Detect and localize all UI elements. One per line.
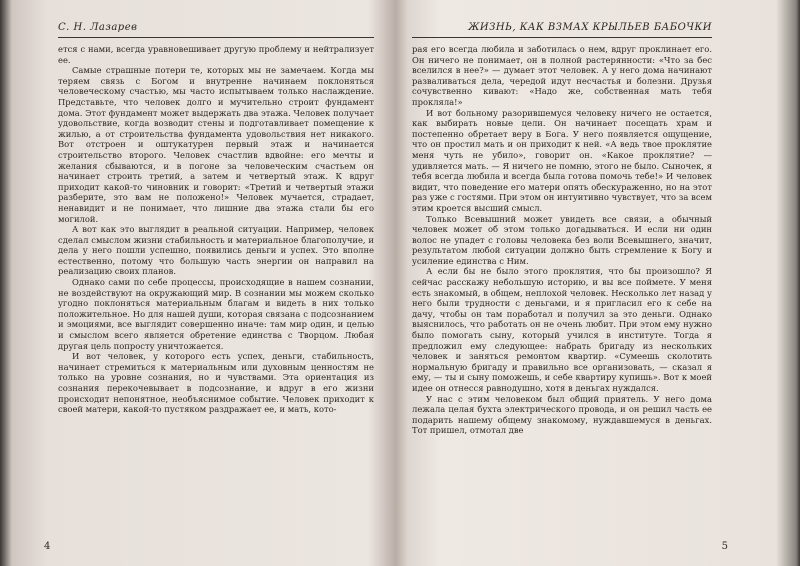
paragraph: И вот человек, у которого есть успех, деньги, стабильность, начинает стремиться к материальным или духовным ценностям не только на уровне сознания, но и чувствами. Эта ориентация из сознания перекочевывает в подсознание, и вдруг в его жизни происходит непонятное, необъяснимое событие. Человек приходит к своей матери, какой-то пустяком раздражает ее, и мать, кото- [58,351,374,415]
left-page-text [58,44,374,415]
left-page-number: 4 [44,541,51,552]
paragraph: ется с нами, всегда уравновешивает другую проблему и нейтрализует ее. [58,44,374,65]
left-page [44,22,374,552]
right-page [412,22,728,552]
paragraph: У нас с этим человеком был общий приятель. У него дома лежала целая бухта электрического провода, и он решил часть ее подарить нашему общему знакомому, нуждавшемуся в деньгах. Тот пришел, отмотал две [412,393,712,436]
left-running-head: С. Н. Лазарев [58,22,374,38]
paragraph: Только Всевышний может увидеть все связи, а обычный человек может об этом только догадываться. И если ни один волос не упадет с головы человека без воли Всевышнего, значит, результатом любой ситуации должно быть стремление к Богу и усиление единства с Ним. [412,213,712,266]
paragraph: А если бы не было этого проклятия, что бы произошло? Я сейчас расскажу небольшую историю, и вы все поймете. У меня есть знакомый, в общем, неплохой человек. Несколько лет назад у него были трудности с деньгами, и я пригласил его к себе на дачу, чтобы он там поработал и получил за это деньги. Однако выяснилось, что работать он не очень любит. При этом ему нужно было помогать сыну, который учился в институте. Тогда я предложил ему следующее: набрать бригаду из нескольких человек и заняться ремонтом квартир. «Сумеешь сколотить нормальную бригаду и правильно все организовать, — сказал я ему, — ты и сыну поможешь, и себе квартиру купишь». Вот к моей идее он отнесся равнодушно, хотя в деньгах нуждался. [412,266,712,393]
paragraph: И вот больному разорившемуся человеку ничего не остается, как выбирать новые цели. Он начинает посещать храм и постепенно обретает веру в Бога. У него появляется ощущение, что он простил мать и он приходит к ней. «А ведь твое проклятие меня чуть не убило», говорит он. «Какое проклятие? — удивляется мать. — Я ничего не помню, этого не было. Сыночек, я тебя всегда любила и всегда была готова помочь тебе!» И человек видит, что поведение его матери опять обескураженно, но на этот раз уже с гостями. При этом он интуитивно чувствует, что за всем этим кроется высший смысл. [412,107,712,213]
paragraph: А вот как это выглядит в реальной ситуации. Например, человек сделал смыслом жизни стабильность и материальное благополучие, и дела у него пошли успешно, появились деньги и успех. Это вполне естественно, потому что большую часть энергии он направил на реализацию своих планов. [58,224,374,277]
paragraph: рая его всегда любила и заботилась о нем, вдруг проклинает его. Он ничего не понимает, он в полной растерянности: «Что за бес вселился в нее?» — думает этот человек. А у него дома начинают разваливаться дела, чередой идут несчастья и болезни. Друзья сочувственно кивают: «Надо же, собственная мать тебя прокляла!» [412,44,712,107]
right-running-head: ЖИЗНЬ, КАК ВЗМАХ КРЫЛЬЕВ БАБОЧКИ [412,22,712,38]
paragraph: Однако сами по себе процессы, происходящие в нашем сознании, не воздействуют на окружающий мир. В сознании мы можем сколько угодно поклоняться материальным благам и видеть в них только положительное. Но для нашей души, которая связана с подсознанием и эмоциями, все выглядит совершенно иначе: там мир один, и целью и смыслом всего является обретение единства с Творцом. Любая другая цель попросту уничтожается. [58,277,374,351]
right-page-text [412,44,712,436]
right-page-number: 5 [721,541,728,552]
paragraph: Самые страшные потери те, которых мы не замечаем. Когда мы теряем связь с Богом и внутренне начинаем поклоняться человеческому счастью, мы часто испытываем только наслаждение. Представьте, что человек долго и мучительно строит фундамент дома. Этот фундамент может выдержать два этажа. Человек получает удовольствие, когда возводит стены и подготавливает помещение к жилью, а от строительства фундамента удовольствия нет никакого. Вот отстроен и оштукатурен первый этаж и начинается строительство второго. Человек счастлив вдвойне: его мечты и желания сбываются, и в погоне за человеческим счастьем он начинает строить третий, а затем и четвертый этаж. К вдруг приходит какой-то чиновник и говорит: «Третий и четвертый этажи разберите, это вам не положено!» Человек мучается, страдает, ненавидит и не понимает, что лишние два этажа стали бы его могилой. [58,65,374,224]
